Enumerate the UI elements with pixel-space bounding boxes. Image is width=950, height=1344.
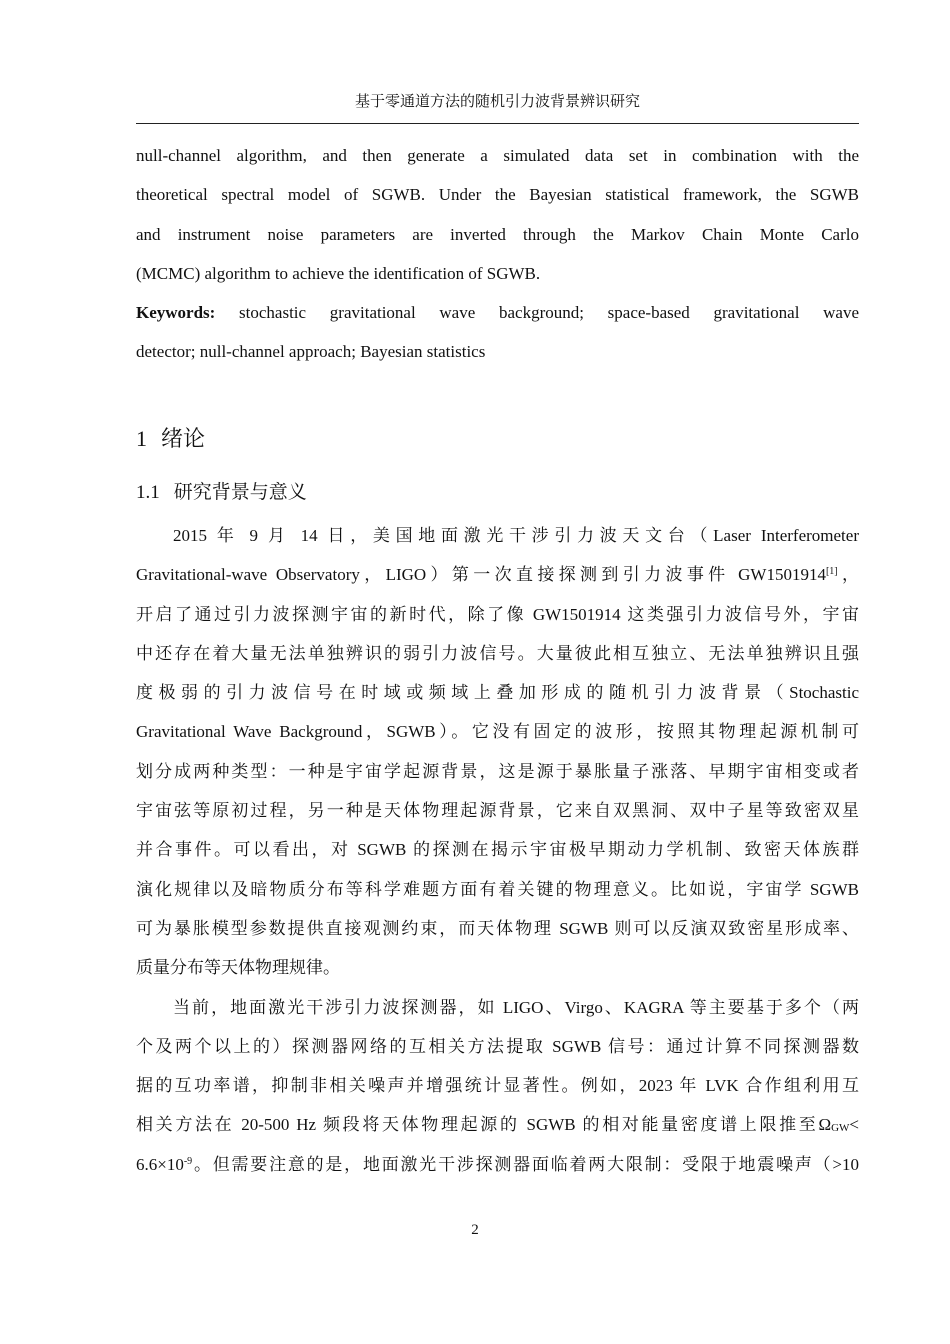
line-text: Gravitational-wave Observatory，LIGO）第一次直接探测到引力波事件 GW1501914 xyxy=(136,565,826,585)
line-text: ， xyxy=(837,565,859,585)
subscript: GW xyxy=(831,1122,850,1135)
paragraph-line: 演化规律以及暗物质分布等科学难题方面有着关键的物理意义。比如说，宇宙学 SGWB xyxy=(136,879,859,899)
abstract-line: and instrument noise parameters are inverted through the Markov Chain Monte Carlo xyxy=(136,224,859,244)
subsection-heading xyxy=(136,477,307,504)
paragraph-line: 个及两个以上的）探测器网络的互相关方法提取 SGWB 信号：通过计算不同探测器数 xyxy=(136,1036,859,1056)
body-text xyxy=(136,516,859,1184)
paragraph-line xyxy=(136,1145,859,1184)
exponent: -9 xyxy=(183,1155,193,1167)
paragraph-line: 可为暴胀模型参数提供直接观测约束，而天体物理 SGWB 则可以反演双致密星形成率、 xyxy=(136,918,859,938)
citation[interactable]: [1] xyxy=(825,566,838,578)
paragraph-line: 度极弱的引力波信号在时域或频域上叠加形成的随机引力波背景（Stochastic xyxy=(136,683,859,703)
subsection-number: 1.1 xyxy=(136,482,160,503)
header-rule xyxy=(136,123,859,124)
paragraph-line: 宇宙弦等原初过程，另一种是天体物理起源背景，它来自双黑洞、双中子星等致密双星 xyxy=(136,801,859,821)
abstract-line: null-channel algorithm, and then generate a simulated data set in combination with the xyxy=(136,146,859,165)
paragraph-line: 2015 年 9 月 14 日，美国地面激光干涉引力波天文台（Laser Interferometer xyxy=(173,526,859,545)
page-number: 2 xyxy=(471,1222,479,1238)
paragraph-line xyxy=(136,555,859,594)
keywords-line: detector; null-channel approach; Bayesian statistics xyxy=(136,342,486,362)
line-text: 。但需要注意的是，地面激光干涉探测器面临着两大限制：受限于地震噪声（>10 xyxy=(192,1154,859,1174)
paragraph-line: 开启了通过引力波探测宇宙的新时代，除了像 GW1501914 这类强引力波信号外，宇宙 xyxy=(136,604,859,624)
paragraph-line: 质量分布等天体物理规律。 xyxy=(136,958,340,978)
running-header: 基于零通道方法的随机引力波背景辨识研究 xyxy=(354,94,640,110)
paragraph-line: 中还存在着大量无法单独辨识的弱引力波信号。大量彼此相互独立、无法单独辨识且强 xyxy=(136,643,859,663)
paragraph-line: 划分成两种类型：一种是宇宙学起源背景，这是源于暴胀量子涨落、早期宇宙相变或者 xyxy=(136,761,859,781)
abstract-line: theoretical spectral model of SGWB. Under the Bayesian statistical framework, the SGWB xyxy=(136,185,859,205)
keywords-text: stochastic gravitational wave background; space-based gravitational wave xyxy=(215,303,859,323)
line-text: < xyxy=(849,1115,859,1135)
subsection-title: 研究背景与意义 xyxy=(173,481,307,503)
paragraph-line: 据的互功率谱，抑制非相关噪声并增强统计显著性。例如，2023 年 LVK 合作组利用互 xyxy=(136,1076,859,1096)
section-heading xyxy=(136,422,205,453)
paragraph-line xyxy=(136,1105,859,1144)
line-text: 相关方法在 20-500 Hz 频段将天体物理起源的 SGWB 的相对能量密度谱上限推至Ω xyxy=(136,1115,832,1135)
keywords-line xyxy=(136,293,859,332)
abstract-continuation xyxy=(136,136,859,372)
paragraph-line: Gravitational Wave Background，SGWB）。它没有固定的波形，按照其物理起源机制可 xyxy=(136,722,859,742)
section-title: 绪论 xyxy=(161,427,206,452)
line-text: 6.6×10 xyxy=(136,1154,184,1174)
section-number: 1 xyxy=(136,426,147,451)
keywords-label: Keywords: xyxy=(136,303,216,323)
paragraph-line: 并合事件。可以看出，对 SGWB 的探测在揭示宇宙极早期动力学机制、致密天体族群 xyxy=(136,840,859,860)
paragraph-line: 当前，地面激光干涉引力波探测器，如 LIGO、Virgo、KAGRA 等主要基于多个（两 xyxy=(173,997,859,1017)
abstract-line: (MCMC) algorithm to achieve the identification of SGWB. xyxy=(136,263,541,283)
